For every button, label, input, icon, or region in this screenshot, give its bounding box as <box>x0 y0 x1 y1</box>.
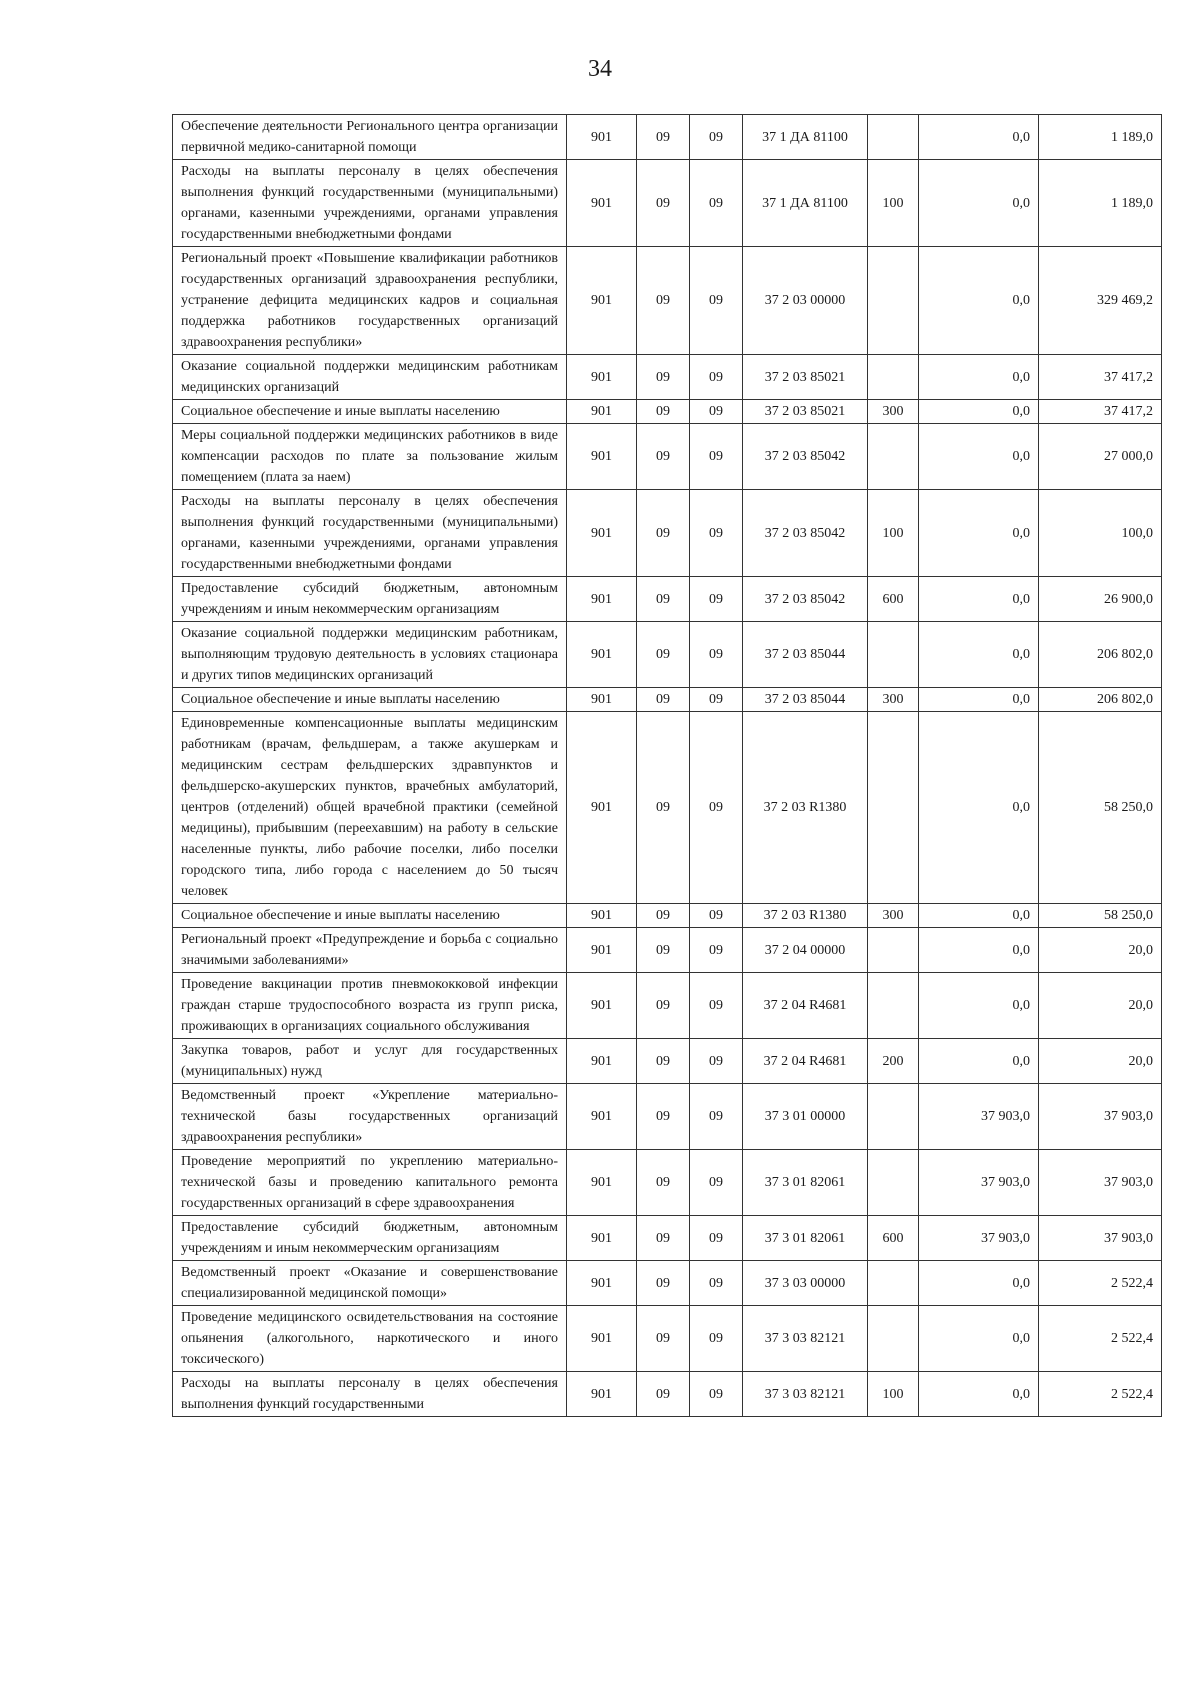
row-amount-1: 0,0 <box>919 400 1039 424</box>
row-amount-1: 0,0 <box>919 1261 1039 1306</box>
row-section-code: 09 <box>637 400 690 424</box>
table-row <box>173 424 1162 490</box>
row-amount-2: 2 522,4 <box>1039 1372 1162 1417</box>
row-subsection-code: 09 <box>690 928 743 973</box>
row-department-code: 901 <box>567 1150 637 1216</box>
row-expense-type-code: 300 <box>868 688 919 712</box>
row-section-code: 09 <box>637 688 690 712</box>
row-target-article-code: 37 3 03 00000 <box>743 1261 868 1306</box>
row-subsection-code: 09 <box>690 160 743 247</box>
row-target-article-code: 37 3 01 00000 <box>743 1084 868 1150</box>
row-amount-1: 0,0 <box>919 160 1039 247</box>
row-department-code: 901 <box>567 928 637 973</box>
row-target-article-code: 37 2 03 85042 <box>743 577 868 622</box>
row-expense-type-code <box>868 247 919 355</box>
table-row <box>173 400 1162 424</box>
row-section-code: 09 <box>637 1216 690 1261</box>
row-expense-type-code <box>868 1150 919 1216</box>
row-department-code: 901 <box>567 400 637 424</box>
row-description: Предоставление субсидий бюджетным, автономным учреждениям и иным некоммерческим организациям <box>173 1216 567 1261</box>
row-amount-2: 37 903,0 <box>1039 1150 1162 1216</box>
row-description: Проведение мероприятий по укреплению материально-технической базы и проведению капитального ремонта государственных организаций в сфере здравоохранения <box>173 1150 567 1216</box>
row-subsection-code: 09 <box>690 577 743 622</box>
row-subsection-code: 09 <box>690 688 743 712</box>
row-amount-2: 206 802,0 <box>1039 622 1162 688</box>
row-amount-2: 100,0 <box>1039 490 1162 577</box>
row-department-code: 901 <box>567 1306 637 1372</box>
row-department-code: 901 <box>567 904 637 928</box>
row-subsection-code: 09 <box>690 490 743 577</box>
row-section-code: 09 <box>637 115 690 160</box>
table-row <box>173 1372 1162 1417</box>
row-description: Расходы на выплаты персоналу в целях обеспечения выполнения функций государственными (муниципальными) органами, казенными учреждениями, органами управления государственными внебюджетными фондами <box>173 490 567 577</box>
row-amount-2: 2 522,4 <box>1039 1306 1162 1372</box>
row-description: Социальное обеспечение и иные выплаты населению <box>173 400 567 424</box>
row-department-code: 901 <box>567 712 637 904</box>
row-target-article-code: 37 2 03 85042 <box>743 490 868 577</box>
row-section-code: 09 <box>637 1084 690 1150</box>
table-row <box>173 928 1162 973</box>
row-expense-type-code: 100 <box>868 160 919 247</box>
row-subsection-code: 09 <box>690 904 743 928</box>
row-expense-type-code <box>868 424 919 490</box>
row-expense-type-code: 600 <box>868 577 919 622</box>
row-amount-1: 37 903,0 <box>919 1150 1039 1216</box>
row-section-code: 09 <box>637 424 690 490</box>
row-amount-1: 0,0 <box>919 424 1039 490</box>
row-amount-1: 0,0 <box>919 115 1039 160</box>
row-description: Предоставление субсидий бюджетным, автономным учреждениям и иным некоммерческим организациям <box>173 577 567 622</box>
row-amount-1: 0,0 <box>919 577 1039 622</box>
row-target-article-code: 37 1 ДА 81100 <box>743 115 868 160</box>
table-row <box>173 490 1162 577</box>
row-department-code: 901 <box>567 577 637 622</box>
table-row <box>173 1216 1162 1261</box>
row-target-article-code: 37 2 03 85044 <box>743 622 868 688</box>
row-section-code: 09 <box>637 1039 690 1084</box>
row-description: Оказание социальной поддержки медицинским работникам, выполняющим трудовую деятельность в условиях стационара и других типов медицинских организаций <box>173 622 567 688</box>
row-expense-type-code <box>868 1261 919 1306</box>
row-subsection-code: 09 <box>690 400 743 424</box>
row-amount-1: 0,0 <box>919 928 1039 973</box>
row-description: Региональный проект «Повышение квалификации работников государственных организаций здравоохранения республики, устранение дефицита медицинских кадров и социальная поддержка работников государственных организаций здравоохранения республики» <box>173 247 567 355</box>
row-department-code: 901 <box>567 1372 637 1417</box>
table-row <box>173 115 1162 160</box>
row-department-code: 901 <box>567 688 637 712</box>
row-subsection-code: 09 <box>690 1261 743 1306</box>
row-target-article-code: 37 3 01 82061 <box>743 1216 868 1261</box>
row-amount-2: 20,0 <box>1039 973 1162 1039</box>
row-section-code: 09 <box>637 160 690 247</box>
row-subsection-code: 09 <box>690 424 743 490</box>
row-target-article-code: 37 3 03 82121 <box>743 1306 868 1372</box>
row-description: Ведомственный проект «Оказание и совершенствование специализированной медицинской помощи» <box>173 1261 567 1306</box>
table-row <box>173 355 1162 400</box>
row-amount-2: 58 250,0 <box>1039 712 1162 904</box>
row-amount-2: 37 417,2 <box>1039 400 1162 424</box>
row-description: Социальное обеспечение и иные выплаты населению <box>173 904 567 928</box>
row-amount-1: 37 903,0 <box>919 1084 1039 1150</box>
row-amount-1: 0,0 <box>919 1306 1039 1372</box>
row-expense-type-code: 300 <box>868 904 919 928</box>
row-target-article-code: 37 2 03 85044 <box>743 688 868 712</box>
row-amount-1: 37 903,0 <box>919 1216 1039 1261</box>
row-description: Проведение медицинского освидетельствования на состояние опьянения (алкогольного, наркотического и иного токсического) <box>173 1306 567 1372</box>
row-amount-1: 0,0 <box>919 355 1039 400</box>
row-amount-2: 58 250,0 <box>1039 904 1162 928</box>
row-target-article-code: 37 3 01 82061 <box>743 1150 868 1216</box>
row-amount-2: 27 000,0 <box>1039 424 1162 490</box>
row-section-code: 09 <box>637 1306 690 1372</box>
row-section-code: 09 <box>637 1261 690 1306</box>
row-target-article-code: 37 2 03 85021 <box>743 400 868 424</box>
row-description: Проведение вакцинации против пневмококковой инфекции граждан старше трудоспособного возраста из групп риска, проживающих в организациях социального обслуживания <box>173 973 567 1039</box>
row-expense-type-code <box>868 355 919 400</box>
row-subsection-code: 09 <box>690 355 743 400</box>
row-amount-1: 0,0 <box>919 973 1039 1039</box>
row-amount-1: 0,0 <box>919 712 1039 904</box>
row-expense-type-code: 200 <box>868 1039 919 1084</box>
row-subsection-code: 09 <box>690 1150 743 1216</box>
row-subsection-code: 09 <box>690 622 743 688</box>
row-expense-type-code: 100 <box>868 1372 919 1417</box>
row-subsection-code: 09 <box>690 115 743 160</box>
row-target-article-code: 37 2 03 85021 <box>743 355 868 400</box>
budget-table-body <box>173 115 1162 1417</box>
row-amount-1: 0,0 <box>919 1372 1039 1417</box>
row-subsection-code: 09 <box>690 1306 743 1372</box>
row-department-code: 901 <box>567 247 637 355</box>
row-section-code: 09 <box>637 577 690 622</box>
row-department-code: 901 <box>567 160 637 247</box>
table-row <box>173 622 1162 688</box>
row-amount-2: 2 522,4 <box>1039 1261 1162 1306</box>
table-row <box>173 688 1162 712</box>
table-row <box>173 1084 1162 1150</box>
row-department-code: 901 <box>567 424 637 490</box>
row-amount-2: 37 903,0 <box>1039 1084 1162 1150</box>
row-amount-2: 20,0 <box>1039 928 1162 973</box>
row-expense-type-code <box>868 973 919 1039</box>
row-amount-2: 37 417,2 <box>1039 355 1162 400</box>
row-amount-2: 37 903,0 <box>1039 1216 1162 1261</box>
row-subsection-code: 09 <box>690 1039 743 1084</box>
row-expense-type-code <box>868 1084 919 1150</box>
row-description: Меры социальной поддержки медицинских работников в виде компенсации расходов по плате за пользование жилым помещением (плата за наем) <box>173 424 567 490</box>
row-department-code: 901 <box>567 1216 637 1261</box>
row-department-code: 901 <box>567 115 637 160</box>
row-amount-2: 206 802,0 <box>1039 688 1162 712</box>
table-row <box>173 577 1162 622</box>
table-row <box>173 1150 1162 1216</box>
row-description: Социальное обеспечение и иные выплаты населению <box>173 688 567 712</box>
row-description: Ведомственный проект «Укрепление материально-технической базы государственных организаций здравоохранения республики» <box>173 1084 567 1150</box>
row-subsection-code: 09 <box>690 712 743 904</box>
row-subsection-code: 09 <box>690 247 743 355</box>
row-expense-type-code <box>868 712 919 904</box>
row-target-article-code: 37 2 03 85042 <box>743 424 868 490</box>
row-description: Единовременные компенсационные выплаты медицинским работникам (врачам, фельдшерам, а также акушеркам и медицинским сестрам фельдшерских здравпунктов и фельдшерско-акушерских пунктов, врачебных амбулаторий, центров (отделений) общей врачебной практики (семейной медицины), прибывшим (переехавшим) на работу в сельские населенные пункты, либо рабочие поселки, либо поселки городского типа, либо города с населением до 50 тысяч человек <box>173 712 567 904</box>
row-target-article-code: 37 1 ДА 81100 <box>743 160 868 247</box>
row-section-code: 09 <box>637 355 690 400</box>
row-amount-1: 0,0 <box>919 490 1039 577</box>
row-amount-1: 0,0 <box>919 688 1039 712</box>
row-amount-2: 20,0 <box>1039 1039 1162 1084</box>
row-description: Региональный проект «Предупреждение и борьба с социально значимыми заболеваниями» <box>173 928 567 973</box>
row-department-code: 901 <box>567 355 637 400</box>
row-expense-type-code: 600 <box>868 1216 919 1261</box>
row-target-article-code: 37 2 04 00000 <box>743 928 868 973</box>
row-section-code: 09 <box>637 904 690 928</box>
row-amount-2: 1 189,0 <box>1039 160 1162 247</box>
row-section-code: 09 <box>637 490 690 577</box>
row-section-code: 09 <box>637 928 690 973</box>
row-department-code: 901 <box>567 973 637 1039</box>
row-description: Расходы на выплаты персоналу в целях обеспечения выполнения функций государственными (муниципальными) органами, казенными учреждениями, органами управления государственными внебюджетными фондами <box>173 160 567 247</box>
table-row <box>173 1306 1162 1372</box>
row-amount-2: 329 469,2 <box>1039 247 1162 355</box>
row-expense-type-code: 300 <box>868 400 919 424</box>
row-department-code: 901 <box>567 1039 637 1084</box>
row-amount-2: 26 900,0 <box>1039 577 1162 622</box>
row-description: Обеспечение деятельности Регионального центра организации первичной медико-санитарной помощи <box>173 115 567 160</box>
row-description: Расходы на выплаты персоналу в целях обеспечения выполнения функций государственными <box>173 1372 567 1417</box>
row-amount-1: 0,0 <box>919 904 1039 928</box>
row-section-code: 09 <box>637 1150 690 1216</box>
page-number: 34 <box>588 56 612 82</box>
table-row <box>173 712 1162 904</box>
row-amount-1: 0,0 <box>919 622 1039 688</box>
row-expense-type-code <box>868 115 919 160</box>
row-description: Оказание социальной поддержки медицинским работникам медицинских организаций <box>173 355 567 400</box>
row-department-code: 901 <box>567 490 637 577</box>
row-expense-type-code <box>868 928 919 973</box>
table-row <box>173 904 1162 928</box>
row-description: Закупка товаров, работ и услуг для государственных (муниципальных) нужд <box>173 1039 567 1084</box>
row-section-code: 09 <box>637 247 690 355</box>
row-target-article-code: 37 2 03 R1380 <box>743 712 868 904</box>
row-amount-1: 0,0 <box>919 1039 1039 1084</box>
row-amount-1: 0,0 <box>919 247 1039 355</box>
table-row <box>173 160 1162 247</box>
row-section-code: 09 <box>637 622 690 688</box>
row-subsection-code: 09 <box>690 1216 743 1261</box>
row-section-code: 09 <box>637 712 690 904</box>
row-target-article-code: 37 2 04 R4681 <box>743 1039 868 1084</box>
row-expense-type-code <box>868 622 919 688</box>
table-row <box>173 1261 1162 1306</box>
row-target-article-code: 37 2 04 R4681 <box>743 973 868 1039</box>
row-subsection-code: 09 <box>690 973 743 1039</box>
row-department-code: 901 <box>567 1084 637 1150</box>
row-target-article-code: 37 2 03 R1380 <box>743 904 868 928</box>
row-subsection-code: 09 <box>690 1372 743 1417</box>
row-target-article-code: 37 2 03 00000 <box>743 247 868 355</box>
row-department-code: 901 <box>567 622 637 688</box>
table-row <box>173 247 1162 355</box>
row-subsection-code: 09 <box>690 1084 743 1150</box>
row-target-article-code: 37 3 03 82121 <box>743 1372 868 1417</box>
table-row <box>173 973 1162 1039</box>
table-row <box>173 1039 1162 1084</box>
row-department-code: 901 <box>567 1261 637 1306</box>
budget-table <box>172 114 1162 1417</box>
row-expense-type-code <box>868 1306 919 1372</box>
row-section-code: 09 <box>637 973 690 1039</box>
row-amount-2: 1 189,0 <box>1039 115 1162 160</box>
row-section-code: 09 <box>637 1372 690 1417</box>
row-expense-type-code: 100 <box>868 490 919 577</box>
